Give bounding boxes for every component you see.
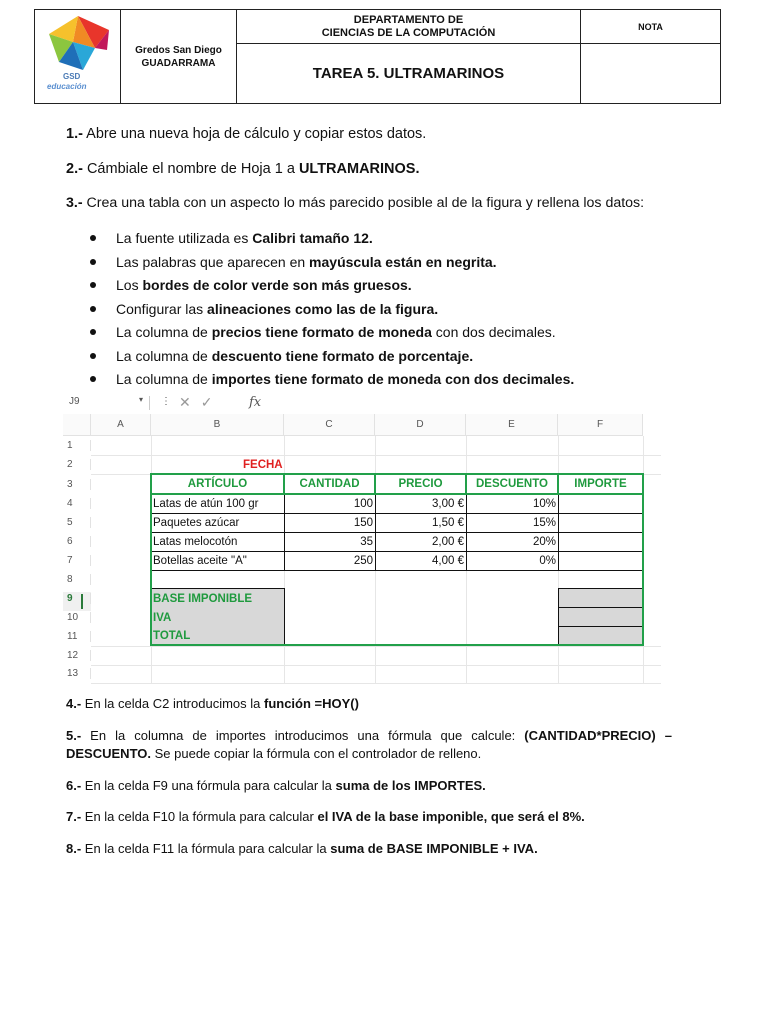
list-item <box>90 323 574 347</box>
bullet-icon <box>90 329 96 335</box>
row-header: 2 <box>63 459 91 470</box>
list-item <box>90 370 574 394</box>
bullet-icon <box>90 376 96 382</box>
row-header: 9 <box>63 593 91 604</box>
corner-cell <box>63 414 91 436</box>
cell-border <box>375 494 376 571</box>
page-title: TAREA 5. ULTRAMARINOS <box>237 44 581 103</box>
table-cell-articulo: Botellas aceite "A" <box>153 555 247 567</box>
row-header: 8 <box>63 574 91 585</box>
column-header-f: F <box>558 414 643 436</box>
bullet-icon <box>90 259 96 265</box>
step-2-bold: ULTRAMARINOS. <box>298 161 420 177</box>
column-header-d: D <box>375 414 466 436</box>
row-header: 11 <box>63 631 91 642</box>
cell-border <box>151 513 643 514</box>
function-icon: fx <box>249 395 262 410</box>
table-cell-articulo: Latas melocotón <box>153 536 238 548</box>
row-header: 4 <box>63 498 91 509</box>
logo-brand: GSD <box>63 72 81 81</box>
chevron-down-icon: ▾ <box>139 395 144 404</box>
requirements-list <box>90 229 574 394</box>
green-border <box>283 473 285 495</box>
gridline <box>91 665 661 666</box>
name-box: J9 <box>69 396 150 410</box>
logo-sub: educación <box>47 82 87 91</box>
step-4-number: 4.- <box>66 696 82 711</box>
document-header <box>34 9 721 104</box>
bullet-text: Los <box>116 277 143 293</box>
step-2-text: Cámbiale el nombre de Hoja 1 a <box>82 161 299 177</box>
green-border <box>150 644 644 646</box>
step-6-number: 6.- <box>66 778 82 793</box>
step-1-number: 1.- <box>66 126 83 142</box>
header-cantidad: CANTIDAD <box>299 478 360 490</box>
step-8 <box>66 840 538 858</box>
table-cell-descuento: 0% <box>539 555 556 567</box>
table-cell-precio: 2,00 € <box>432 536 464 548</box>
table-cell-cantidad: 250 <box>353 555 373 567</box>
school-cell <box>121 10 237 103</box>
header-descuento: DESCUENTO <box>476 478 548 490</box>
list-item <box>90 276 574 300</box>
department-line2: CIENCIAS DE LA COMPUTACIÓN <box>321 26 496 39</box>
nota-box <box>581 44 720 103</box>
step-6-text: En la celda F9 una fórmula para calcular la <box>81 778 336 793</box>
row-header: 1 <box>63 440 91 451</box>
list-item <box>90 347 574 371</box>
step-5-text: En la columna de importes introducimos una fórmula que calcule: <box>81 728 525 743</box>
logo-cell <box>35 10 121 103</box>
department-cell <box>237 10 581 44</box>
list-item <box>90 253 574 277</box>
bullet-bold: bordes de color verde son más gruesos. <box>142 277 412 293</box>
bullet-icon <box>90 282 96 288</box>
gridline <box>91 646 661 647</box>
row-header: 12 <box>63 650 91 661</box>
bullet-text: La fuente utilizada es <box>116 230 253 246</box>
green-border <box>465 473 467 495</box>
base-imponible-label: BASE IMPONIBLE <box>153 593 253 605</box>
row-header: 6 <box>63 536 91 547</box>
table-cell-articulo: Latas de atún 100 gr <box>153 498 259 510</box>
row-header: 10 <box>63 612 91 623</box>
column-header-c: C <box>284 414 375 436</box>
spreadsheet-figure <box>63 394 661 684</box>
step-8-number: 8.- <box>66 841 82 856</box>
step-6-bold: suma de los IMPORTES. <box>335 778 486 793</box>
gridline <box>91 683 661 684</box>
bullet-icon <box>90 306 96 312</box>
cell-border <box>558 588 643 589</box>
table-cell-descuento: 15% <box>532 517 556 529</box>
cancel-confirm-icons: ✕✓ <box>179 394 223 410</box>
step-4-text: En la celda C2 introducimos la <box>81 696 264 711</box>
green-border <box>150 473 152 646</box>
green-border <box>374 473 376 495</box>
bullet-bold: importes tiene formato de moneda con dos decimales. <box>211 371 575 387</box>
cell-border <box>151 551 643 552</box>
green-border <box>150 473 644 475</box>
green-border <box>557 473 559 495</box>
separator-icon: ⋮ <box>161 396 171 407</box>
step-6 <box>66 777 486 795</box>
cell-border <box>558 626 643 627</box>
cell-border <box>558 588 559 645</box>
step-1-text: Abre una nueva hoja de cálculo y copiar estos datos. <box>82 126 427 142</box>
table-cell-precio: 1,50 € <box>432 517 464 529</box>
bullet-icon <box>90 235 96 241</box>
bullet-rest: con dos decimales. <box>431 324 556 340</box>
step-7-text: En la celda F10 la fórmula para calcular <box>81 809 318 824</box>
bullet-bold: precios tiene formato de moneda <box>211 324 432 340</box>
green-border <box>150 493 644 495</box>
table-cell-precio: 4,00 € <box>432 555 464 567</box>
step-2-number: 2.- <box>66 161 83 177</box>
department-line1: DEPARTAMENTO DE <box>353 13 464 26</box>
header-importe: IMPORTE <box>574 478 627 490</box>
cell-border <box>151 588 284 589</box>
iva-label: IVA <box>153 612 172 624</box>
table-cell-articulo: Paquetes azúcar <box>153 517 240 529</box>
bullet-text: La columna de <box>116 324 212 340</box>
table-cell-descuento: 20% <box>532 536 556 548</box>
step-3-number: 3.- <box>66 195 83 211</box>
table-cell-cantidad: 150 <box>353 517 373 529</box>
step-8-bold: suma de BASE IMPONIBLE + IVA. <box>330 841 538 856</box>
row-header: 3 <box>63 479 91 490</box>
bullet-text: La columna de <box>116 347 212 364</box>
step-1 <box>66 125 426 143</box>
step-3-text: Crea una tabla con un aspecto lo más parecido posible al de la figura y rellena los datos: <box>82 195 645 211</box>
step-4 <box>66 695 359 713</box>
step-7-bold: el IVA de la base imponible, que será el 8%. <box>317 809 585 824</box>
gridline <box>91 455 661 456</box>
list-item <box>90 229 574 253</box>
school-location: GUADARRAMA <box>141 57 216 69</box>
nota-label: NOTA <box>581 10 720 44</box>
list-item <box>90 300 574 324</box>
step-8-text: En la celda F11 la fórmula para calcular la <box>81 841 331 856</box>
bullet-bold: alineaciones como las de la figura. <box>207 300 439 317</box>
table-cell-precio: 3,00 € <box>432 498 464 510</box>
bullet-icon <box>90 353 96 359</box>
cell-border <box>151 532 643 533</box>
step-2 <box>66 160 420 178</box>
cell-border <box>558 494 559 571</box>
gsd-logo <box>43 14 113 100</box>
formula-bar <box>63 394 661 414</box>
column-header-a: A <box>91 414 151 436</box>
summary-value-fill <box>558 588 643 645</box>
school-name: Gredos San Diego <box>135 44 222 56</box>
logo-mark-icon <box>43 14 113 74</box>
header-precio: PRECIO <box>398 478 443 490</box>
bullet-bold: descuento tiene formato de porcentaje. <box>211 347 474 364</box>
cell-border <box>284 494 285 571</box>
row-header: 13 <box>63 668 91 679</box>
step-5-rest: Se puede copiar la fórmula con el controlador de relleno. <box>151 746 482 761</box>
column-header-e: E <box>466 414 558 436</box>
total-label: TOTAL <box>153 630 191 642</box>
table-cell-cantidad: 100 <box>353 498 373 510</box>
row-header: 7 <box>63 555 91 566</box>
bullet-text: Las palabras que aparecen en <box>116 253 310 270</box>
cell-border <box>558 607 643 608</box>
table-cell-cantidad: 35 <box>360 536 373 548</box>
column-header-b: B <box>151 414 284 436</box>
bullet-text: Configurar las <box>116 300 208 317</box>
bullet-bold: Calibri tamaño 12. <box>252 230 373 246</box>
header-articulo: ARTÍCULO <box>187 478 248 490</box>
step-3 <box>66 194 644 212</box>
step-7-number: 7.- <box>66 809 82 824</box>
table-cell-descuento: 10% <box>532 498 556 510</box>
cell-border <box>466 494 467 571</box>
bullet-text: La columna de <box>116 371 212 387</box>
step-4-bold: función =HOY() <box>263 696 359 711</box>
fecha-label: FECHA <box>243 459 283 471</box>
step-5-bold: (CANTIDAD*PRECIO) – DESCUENTO. <box>66 728 672 761</box>
step-5 <box>66 727 672 763</box>
cell-border <box>151 570 643 571</box>
step-7 <box>66 808 585 826</box>
cell-border <box>284 588 285 645</box>
bullet-bold: mayúscula están en negrita. <box>309 253 497 270</box>
row-header: 5 <box>63 517 91 528</box>
green-border <box>642 473 644 646</box>
step-5-number: 5.- <box>66 728 82 743</box>
